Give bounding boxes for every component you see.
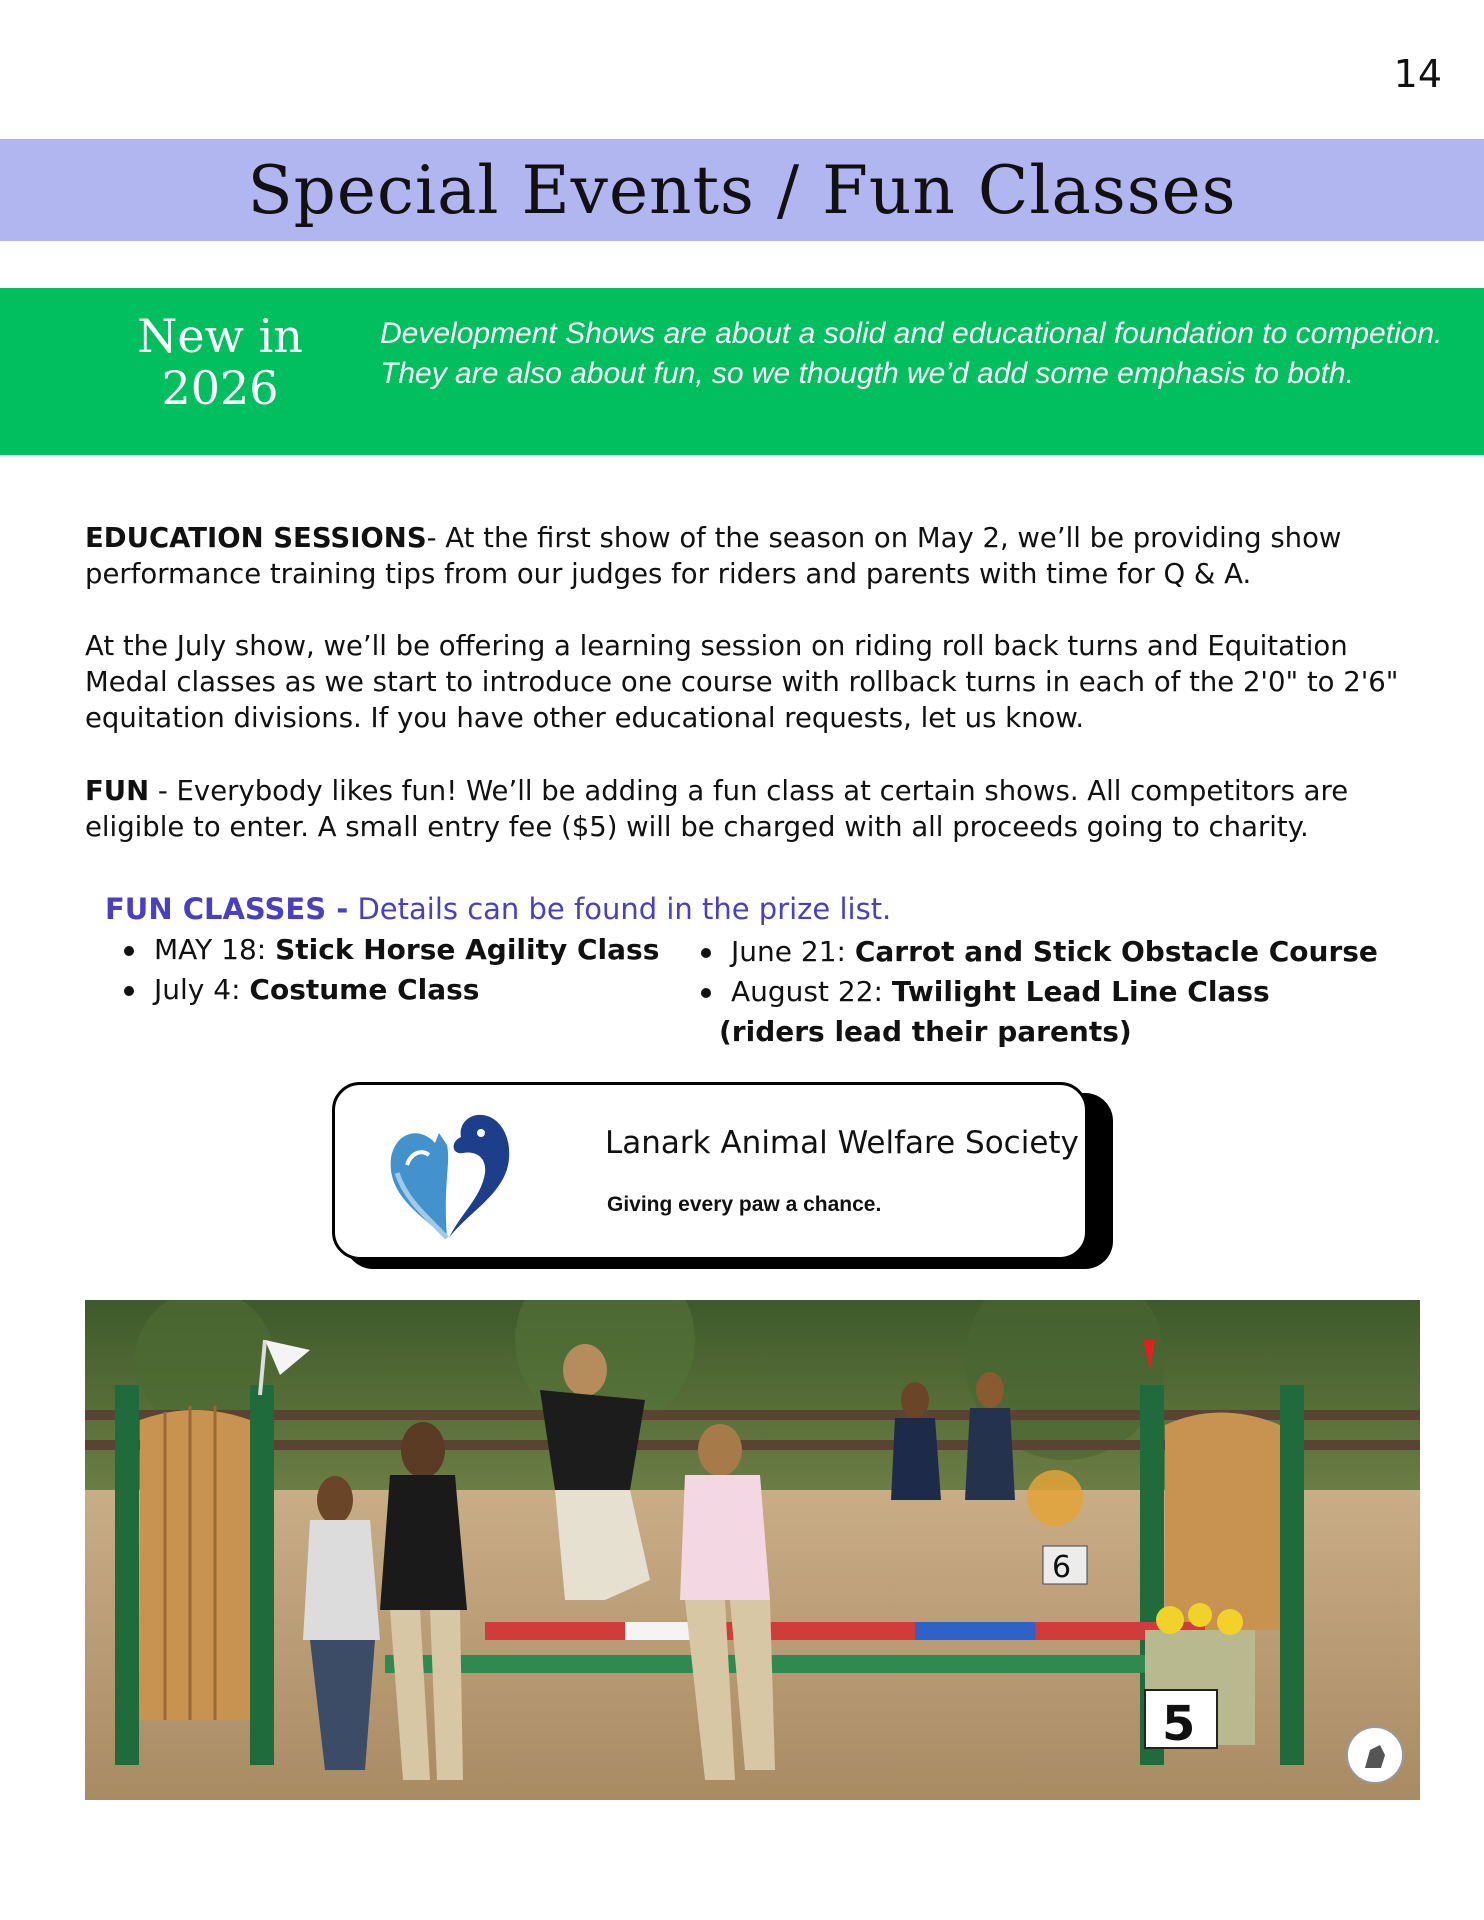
fun-class-date: June 21:	[731, 935, 855, 968]
fun-class-name: Carrot and Stick Obstacle Course	[854, 935, 1378, 968]
new-in-line1: New in	[137, 309, 303, 363]
banner-intro-text: Development Shows are about a solid and educational foundation to competion. They are also about fun, so we thougth we’d add some emphasis to both.	[380, 317, 1443, 390]
new-in-label	[120, 310, 320, 414]
horse-show-jumping-photo	[85, 1300, 1420, 1800]
charity-tagline: Giving every paw a chance.	[607, 1193, 882, 1216]
fun-class-date: MAY 18:	[154, 933, 276, 966]
new-in-line2: 2026	[161, 361, 279, 415]
fun-class-date: July 4:	[154, 973, 250, 1006]
education-heading: EDUCATION SESSIONS	[85, 522, 427, 554]
page-title: Special Events / Fun Classes	[247, 151, 1237, 229]
cat-dog-heart-icon	[377, 1103, 543, 1243]
fun-paragraph	[85, 773, 1405, 845]
education-text: - At the first show of the season on May 2, we’ll be providing show performance training tips from our judges for riders and parents with time for Q & A.	[85, 522, 1342, 590]
fun-text: - Everybody likes fun! We’ll be adding a fun class at certain shows. All competitors are eligible to enter. A small entry fee ($5) will be charged with all proceeds going to charity.	[85, 775, 1349, 843]
fun-class-item	[697, 972, 1378, 1012]
red-blue-pole	[485, 1622, 1205, 1640]
fun-classes-subtitle: Details can be found in the prize list.	[348, 892, 892, 926]
title-band	[0, 139, 1484, 241]
fun-classes-heading	[105, 892, 891, 926]
charity-card	[332, 1082, 1088, 1260]
page-number: 14	[1393, 52, 1442, 96]
fun-class-item	[120, 970, 659, 1010]
july-paragraph: At the July show, we’ll be offering a learning session on riding roll back turns and Equitation Medal classes as we start to introduce one course with rollback turns in each of the 2'0" to 2'6" equitation divisions. If you have other educational requests, let us know.	[85, 630, 1399, 734]
fun-class-note-line	[697, 1012, 1378, 1052]
photo-scene	[85, 1300, 1420, 1800]
fun-heading: FUN	[85, 775, 150, 807]
fun-classes-list-left	[120, 930, 659, 1010]
fun-class-name: Twilight Lead Line Class	[891, 975, 1270, 1008]
fun-class-date: August 22:	[731, 975, 892, 1008]
svg-text:5: 5	[1162, 1696, 1196, 1752]
fun-class-note: (riders lead their parents)	[719, 1015, 1132, 1048]
left-wooden-panel	[140, 1410, 250, 1720]
fun-class-name: Stick Horse Agility Class	[275, 933, 660, 966]
education-paragraph	[85, 520, 1405, 592]
svg-text:6: 6	[1052, 1550, 1072, 1585]
new-in-2026-banner	[0, 288, 1484, 455]
fun-class-name: Costume Class	[249, 973, 480, 1006]
left-jump-post	[115, 1385, 139, 1765]
fun-classes-list-right	[697, 932, 1378, 1052]
green-pole	[385, 1655, 1205, 1673]
fun-classes-title: FUN CLASSES -	[105, 892, 349, 926]
charity-name: Lanark Animal Welfare Society	[605, 1125, 1079, 1161]
fun-class-item	[120, 930, 659, 970]
fun-class-item	[697, 932, 1378, 972]
